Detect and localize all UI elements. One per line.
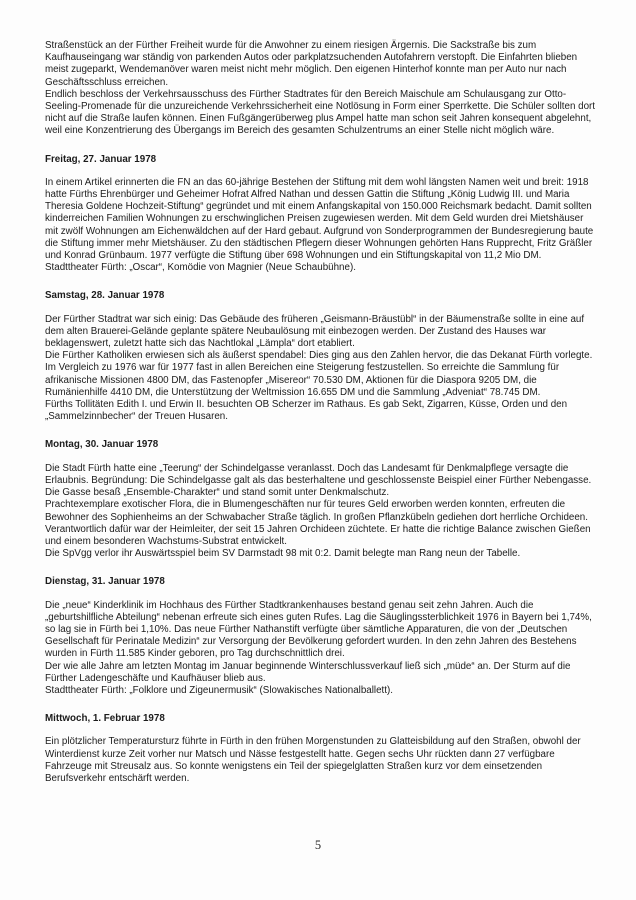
section-heading-montag-30-januar-1978: Montag, 30. Januar 1978 bbox=[45, 439, 159, 451]
section-paragraph: Ein plötzlicher Temperatursturz führte in Fürth in den frühen Morgenstunden zu Glatteisbildung auf den Straßen, obwohl der Winterdienst kurze Zeit vorher nur Matsch und Nässe festgestellt hatte. Gegen sechs Uhr rückten dann 27 verfügbare Fahrzeuge mit Streusalz aus. So konnte wenigstens ein Teil der spiegelglatten Straßen kurz vor dem einsetzenden Berufsverkehr entschärft werden. bbox=[45, 736, 581, 784]
section-paragraph: Fürths Tollitäten Edith I. und Erwin II. besuchten OB Scherzer im Rathaus. Es gab Sekt, Zigarren, Küsse, Orden und den „Sammelzinnbecher“ der Treuen Husaren. bbox=[45, 399, 568, 423]
section-paragraph: Die „neue“ Kinderklinik im Hochhaus des Fürther Stadtkrankenhauses bestand genau seit zehn Jahren. Auch die „geburtshilfliche Abteilung“ nebenan erfreute sich eines guten Rufes. Lag die Säuglingssterblichkeit 1976 in Bayern bei 1,74%, so lag sie in Fürth bei 1,10%. Das neue Fürther Nathanstift verfügte über sämtliche Apparaturen, die von der „Deutschen Gesellschaft für Perinatale Medizin“ zur Versorgung der Bevölkerung gefordert wurden. In den zehn Jahren des Bestehens wurden in Fürth 11.585 Kinder geboren, pro Tag durchschnittlich drei. bbox=[45, 599, 592, 660]
intro-paragraph: Endlich beschloss der Verkehrsausschuss des Fürther Stadtrates für den Bereich Maischule am Schulausgang zur Otto-Seeling-Promenade für die unzureichende Verkehrssicherheit eine Notlösung in Form einer Sperrkette. Die Schüler sollten dort nicht auf die Straße laufen können. Einen Fußgängerüberweg plus Ampel hatte man schon seit Jahren konsequent abgelehnt, weil eine Konzentrierung des Übergangs im Bereich des gesamten Schulzentrums an einer Stelle nicht möglich wäre. bbox=[45, 88, 596, 137]
page-footer bbox=[0, 836, 636, 854]
section-heading-freitag-27-januar-1978: Freitag, 27. Januar 1978 bbox=[45, 153, 157, 165]
section-heading-samstag-28-januar-1978: Samstag, 28. Januar 1978 bbox=[45, 290, 165, 302]
section-paragraph: Stadttheater Fürth: „Folklore und Zigeunermusik“ (Slowakisches Nationalballett). bbox=[45, 684, 393, 696]
section-paragraph: Der wie alle Jahre am letzten Montag im Januar beginnende Winterschlussverkauf ließ sich „müde“ an. Der Sturm auf die Fürther Ladengeschäfte und Kaufhäuser blieb aus. bbox=[45, 660, 571, 684]
page-body-text bbox=[45, 40, 596, 785]
page-number: 5 bbox=[314, 838, 322, 852]
intro-paragraph: Straßenstück an der Fürther Freiheit wurde für die Anwohner zu einem riesigen Ärgernis. Die Sackstraße bis zum Kaufhauseingang war ständig von parkenden Autos oder parkplatzsuchenden Autofahrern verstopft. Die Einfahrten blieben meist zugeparkt, Wendemanöver waren meist nicht mehr möglich. Den eigenen Hinterhof konnte man per Auto nur nach Geschäftsschluss erreichen. bbox=[45, 40, 578, 88]
section-paragraph: Die SpVgg verlor ihr Auswärtsspiel beim SV Darmstadt 98 mit 0:2. Damit belegte man Rang neun der Tabelle. bbox=[45, 548, 521, 560]
section-paragraph: Der Fürther Stadtrat war sich einig: Das Gebäude des früheren „Geismann-Bräustübl“ in der Bäumenstraße sollte in eine auf dem alten Brauerei-Gelände geplante spätere Neubaulösung mit einbezogen werden. Der Zustand des Hauses war beklagenswert, zuletzt hatte sich das Nachtlokal „Lämpla“ dort etabliert. bbox=[45, 313, 585, 350]
section-paragraph: In einem Artikel erinnerten die FN an das 60-jährige Bestehen der Stiftung mit dem wohl längsten Namen weit und breit: 1918 hatte Fürths Ehrenbürger und Geheimer Hofrat Alfred Nathan und dessen Gattin die Stiftung „König Ludwig III. und Maria Theresia Goldene Hochzeit-Stiftung“ gegründet und mit einem Anfangskapital von 150.000 Reichsmark bedacht. Damit sollten kinderreichen Familien Wohnungen zu erschwinglichen Preisen zugewiesen werden. Mit dem Geld wurden drei Mietshäuser mit zwölf Wohnungen am Eichenwäldchen auf der Hard gebaut. Aufgrund von Sonderprogrammen der Bundesregierung baute die Stiftung immer mehr Mietshäuser. Zu den städtischen Pflegern dieser Wohnungen gehörten Hans Rupprecht, Fritz Gräßler und Konrad Grünbaum. 1977 verfügte die Stiftung über 698 Wohnungen und ein Stiftungskapital von 11,2 Mio DM. bbox=[45, 176, 594, 262]
section-paragraph: Die Stadt Fürth hatte eine „Teerung“ der Schindelgasse veranlasst. Doch das Landesamt für Denkmalpflege versagte die Erlaubnis. Begründung: Die Schindelgasse galt als das besterhaltene und geschlossenste Beispiel einer Fürther Nebengasse. Die Gasse besaß „Ensemble-Charakter“ und stand somit unter Denkmalschutz. bbox=[45, 462, 592, 499]
section-heading-dienstag-31-januar-1978: Dienstag, 31. Januar 1978 bbox=[45, 576, 165, 588]
section-paragraph: Die Fürther Katholiken erwiesen sich als äußerst spendabel: Dies ging aus den Zahlen hervor, die das Dekanat Fürth vorlegte. Im Vergleich zu 1976 war für 1977 fast in allen Bereichen eine Steigerung festzustellen. So erreichte die Sammlung für afrikanische Missionen 4800 DM, das Fastenopfer „Misereor“ 70.530 DM, Aktionen für die Diaspora 9205 DM, die Rumänienhilfe 4410 DM, die Unterstützung der Weltmission 16.655 DM und die Sammlung „Adveniat“ 78.745 DM. bbox=[45, 350, 593, 398]
section-heading-mittwoch-1-februar-1978: Mittwoch, 1. Februar 1978 bbox=[45, 713, 165, 725]
section-paragraph: Prachtexemplare exotischer Flora, die in Blumengeschäften nur für teures Geld erworben werden konnten, erfreuten die Bewohner des Sophienheims an der Schwabacher Straße täglich. In großen Pflanzkübeln gediehen dort herrliche Orchideen. Verantwortlich dafür war der Heimleiter, der seit 15 Jahren Orchideen züchtete. Er hatte die richtige Balance zwischen Gießen und einem besonderen Wachstums-Substrat entwickelt. bbox=[45, 499, 591, 547]
section-paragraph: Stadttheater Fürth: „Oscar“, Komödie von Magnier (Neue Schaubühne). bbox=[45, 262, 356, 274]
